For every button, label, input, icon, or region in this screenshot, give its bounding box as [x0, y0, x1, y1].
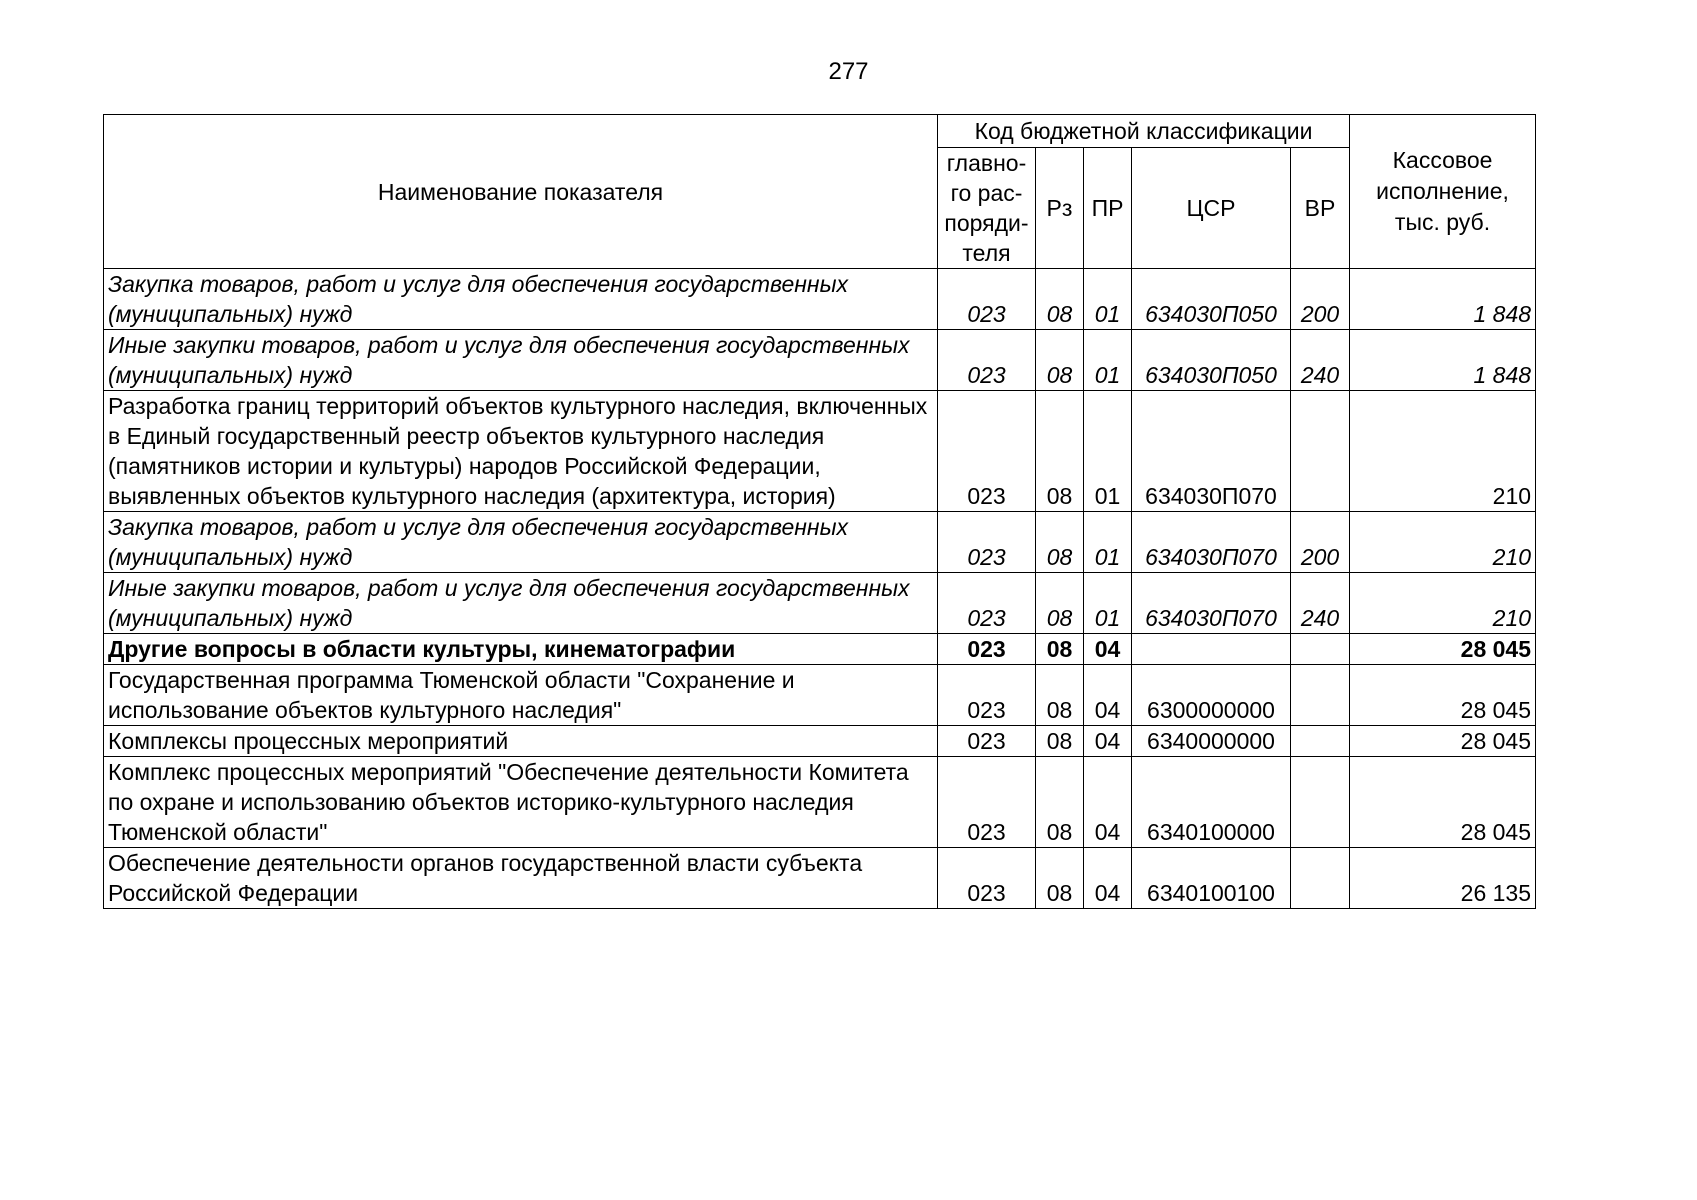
budget-execution-table [103, 114, 1536, 909]
row-subsection: 01 [1084, 269, 1132, 330]
table-header [104, 115, 1536, 269]
row-subsection: 01 [1084, 512, 1132, 573]
row-subsection: 04 [1084, 665, 1132, 726]
row-section: 08 [1036, 848, 1084, 909]
row-section: 08 [1036, 665, 1084, 726]
row-section: 08 [1036, 634, 1084, 665]
row-expense-type [1291, 726, 1350, 757]
header-target-article: ЦСР [1132, 148, 1291, 269]
row-name: Другие вопросы в области культуры, кинематографии [104, 634, 938, 665]
header-section: Рз [1036, 148, 1084, 269]
row-amount: 210 [1350, 573, 1536, 634]
row-chief-administrator: 023 [938, 512, 1036, 573]
row-amount: 28 045 [1350, 665, 1536, 726]
row-name: Иные закупки товаров, работ и услуг для обеспечения государственных (муниципальных) нужд [104, 330, 938, 391]
row-amount: 1 848 [1350, 269, 1536, 330]
table-row [104, 848, 1536, 909]
row-expense-type [1291, 848, 1350, 909]
row-name: Иные закупки товаров, работ и услуг для обеспечения государственных (муниципальных) нужд [104, 573, 938, 634]
row-subsection: 04 [1084, 726, 1132, 757]
row-target-article: 6340100000 [1132, 757, 1291, 848]
row-chief-administrator: 023 [938, 848, 1036, 909]
header-indicator-name: Наименование показателя [104, 115, 938, 269]
row-amount: 28 045 [1350, 726, 1536, 757]
row-section: 08 [1036, 512, 1084, 573]
row-expense-type [1291, 665, 1350, 726]
row-subsection: 04 [1084, 848, 1132, 909]
row-amount: 210 [1350, 391, 1536, 512]
table-row [104, 269, 1536, 330]
table-row [104, 665, 1536, 726]
table-row [104, 512, 1536, 573]
row-expense-type: 240 [1291, 330, 1350, 391]
row-subsection: 04 [1084, 634, 1132, 665]
row-target-article [1132, 634, 1291, 665]
row-subsection: 04 [1084, 757, 1132, 848]
row-section: 08 [1036, 330, 1084, 391]
row-amount: 28 045 [1350, 757, 1536, 848]
row-expense-type [1291, 634, 1350, 665]
row-name: Закупка товаров, работ и услуг для обеспечения государственных (муниципальных) нужд [104, 512, 938, 573]
row-target-article: 6340000000 [1132, 726, 1291, 757]
row-amount: 28 045 [1350, 634, 1536, 665]
row-target-article: 634030П050 [1132, 330, 1291, 391]
header-chief-administrator [938, 148, 1036, 269]
header-chief-administrator-line: го рас- [950, 180, 1023, 206]
row-name: Государственная программа Тюменской области "Сохранение и использование объектов культурного наследия" [104, 665, 938, 726]
header-cash-execution-line: исполнение, [1376, 178, 1509, 204]
header-cash-execution-line: тыс. руб. [1394, 209, 1491, 235]
header-budget-classification-code: Код бюджетной классификации [938, 115, 1350, 148]
row-section: 08 [1036, 269, 1084, 330]
row-chief-administrator: 023 [938, 330, 1036, 391]
row-name: Комплекс процессных мероприятий "Обеспечение деятельности Комитета по охране и использованию объектов историко-культурного наследия Тюменской области" [104, 757, 938, 848]
row-chief-administrator: 023 [938, 634, 1036, 665]
row-chief-administrator: 023 [938, 391, 1036, 512]
table-row [104, 634, 1536, 665]
row-name: Комплексы процессных мероприятий [104, 726, 938, 757]
row-section: 08 [1036, 573, 1084, 634]
header-chief-administrator-line: поряди- [944, 210, 1029, 236]
row-expense-type: 200 [1291, 512, 1350, 573]
row-section: 08 [1036, 757, 1084, 848]
row-target-article: 6340100100 [1132, 848, 1291, 909]
row-subsection: 01 [1084, 391, 1132, 512]
row-target-article: 634030П050 [1132, 269, 1291, 330]
row-chief-administrator: 023 [938, 573, 1036, 634]
table-row [104, 726, 1536, 757]
table-row [104, 330, 1536, 391]
row-expense-type [1291, 757, 1350, 848]
row-chief-administrator: 023 [938, 726, 1036, 757]
row-name: Закупка товаров, работ и услуг для обеспечения государственных (муниципальных) нужд [104, 269, 938, 330]
table-row [104, 573, 1536, 634]
row-section: 08 [1036, 726, 1084, 757]
row-chief-administrator: 023 [938, 665, 1036, 726]
header-chief-administrator-line: главно- [946, 150, 1027, 176]
row-section: 08 [1036, 391, 1084, 512]
header-expense-type: ВР [1291, 148, 1350, 269]
row-target-article: 634030П070 [1132, 391, 1291, 512]
table-body [104, 269, 1536, 909]
row-target-article: 634030П070 [1132, 573, 1291, 634]
header-subsection: ПР [1084, 148, 1132, 269]
row-name: Разработка границ территорий объектов культурного наследия, включенных в Единый государственный реестр объектов культурного наследия (памятников истории и культуры) народов Российской Федерации, выявленных объектов культурного наследия (архитектура, история) [104, 391, 938, 512]
row-chief-administrator: 023 [938, 269, 1036, 330]
row-expense-type: 240 [1291, 573, 1350, 634]
header-cash-execution-line: Кассовое [1392, 147, 1493, 173]
table-row [104, 757, 1536, 848]
row-expense-type: 200 [1291, 269, 1350, 330]
header-cash-execution [1350, 115, 1536, 269]
row-chief-administrator: 023 [938, 757, 1036, 848]
row-expense-type [1291, 391, 1350, 512]
row-amount: 26 135 [1350, 848, 1536, 909]
row-target-article: 634030П070 [1132, 512, 1291, 573]
row-amount: 1 848 [1350, 330, 1536, 391]
row-amount: 210 [1350, 512, 1536, 573]
page-number: 277 [828, 58, 869, 85]
row-name: Обеспечение деятельности органов государственной власти субъекта Российской Федерации [104, 848, 938, 909]
row-subsection: 01 [1084, 330, 1132, 391]
row-subsection: 01 [1084, 573, 1132, 634]
table-row [104, 391, 1536, 512]
row-target-article: 6300000000 [1132, 665, 1291, 726]
header-chief-administrator-line: теля [962, 240, 1011, 266]
